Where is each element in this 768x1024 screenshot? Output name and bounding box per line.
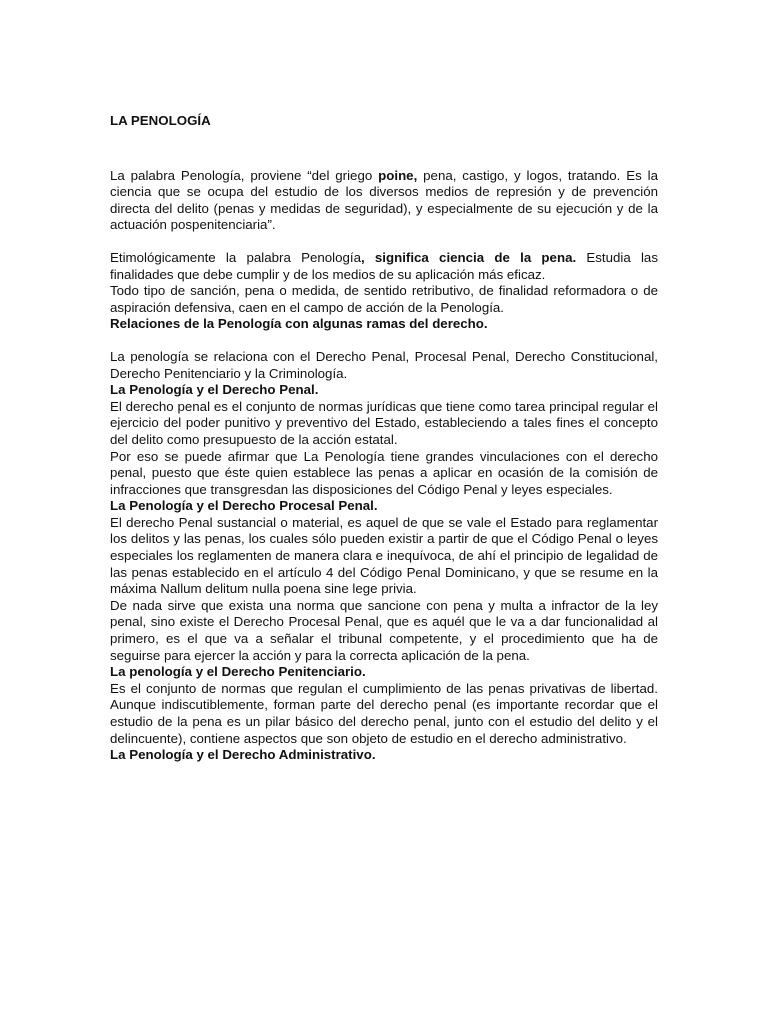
document-title: LA PENOLOGÍA xyxy=(110,113,211,128)
section-heading-derecho-penal: La Penología y el Derecho Penal. xyxy=(110,382,319,398)
section-heading-procesal-penal: La Penología y el Derecho Procesal Penal. xyxy=(110,498,378,514)
paragraph-text: La palabra Penología, proviene “del griego xyxy=(110,167,379,183)
paragraph-sustancial: El derecho Penal sustancial o material, es aquel de que se vale el Estado para reglamentar los delitos y las penas, los cuales sólo pueden existir a partir de que el Código Penal o leyes especiales los reglamenten de manera clara e inequívoca, de ahí el principio de legalidad de las penas establecido en el artículo 4 del Código Penal Dominicano, y que se resume en la máxima Nallum delitum nulla poena sine lege privia. xyxy=(110,514,658,597)
paragraph-etymology xyxy=(110,250,658,283)
emphasis-text: poine, xyxy=(378,167,418,183)
paragraph-sanction: Todo tipo de sanción, pena o medida, de sentido retributivo, de finalidad reformadora o de aspiración defensiva, caen en el campo de acción de la Penología. xyxy=(110,283,658,315)
paragraph-text: Etimológicamente la palabra Penología xyxy=(110,249,361,265)
paragraph-vinculaciones: Por eso se puede afirmar que La Penología tiene grandes vinculaciones con el derecho penal, puesto que éste quien establece las penas a aplicar en ocasión de la comisión de infracciones que transgresdan las disposiciones del Código Penal y leyes especiales. xyxy=(110,448,658,497)
paragraph-relations: La penología se relaciona con el Derecho Penal, Procesal Penal, Derecho Constitucional, Derecho Penitenciario y la Criminología. xyxy=(110,348,658,381)
paragraph-definition xyxy=(110,168,658,234)
document-page xyxy=(110,113,658,764)
section-heading-penitenciario: La penología y el Derecho Penitenciario. xyxy=(110,664,366,680)
paragraph-text: Estudia las finalidades que debe cumplir y de los medios de su aplicación más eficaz. xyxy=(110,249,658,282)
paragraph-penitenciario: Es el conjunto de normas que regulan el cumplimiento de las penas privativas de libertad. Aunque indiscutiblemente, forman parte del derecho penal (es importante recordar que el estudio de la pena es un pilar básico del derecho penal, junto con el estudio del delito y el delincuente), contiene aspectos que son objeto de estudio en el derecho administrativo. xyxy=(110,680,658,746)
paragraph-text: pena, castigo, y logos, tratando. Es la ciencia que se ocupa del estudio de los diversos medios de represión y de prevención directa del delito (penas y medidas de seguridad), y especialmente de su ejecución y de la actuación pospenitenciaria”. xyxy=(110,167,658,233)
paragraph-procesal: De nada sirve que exista una norma que sancione con pena y multa a infractor de la ley penal, sino existe el Derecho Procesal Penal, que es aquél que le va a dar funcionalidad al primero, es el que va a señalar el tribunal competente, y el procedimiento que ha de seguirse para ejercer la acción y para la correcta aplicación de la pena. xyxy=(110,597,658,663)
paragraph-derecho-penal: El derecho penal es el conjunto de normas jurídicas que tiene como tarea principal regular el ejercicio del poder punitivo y preventivo del Estado, estableciendo a tales fines el concepto del delito como presupuesto de la acción estatal. xyxy=(110,398,658,447)
emphasis-text: , significa ciencia de la pena. xyxy=(360,249,577,265)
section-heading-administrativo: La Penología y el Derecho Administrativo. xyxy=(110,747,376,763)
section-heading-relaciones: Relaciones de la Penología con algunas ramas del derecho. xyxy=(110,316,488,332)
